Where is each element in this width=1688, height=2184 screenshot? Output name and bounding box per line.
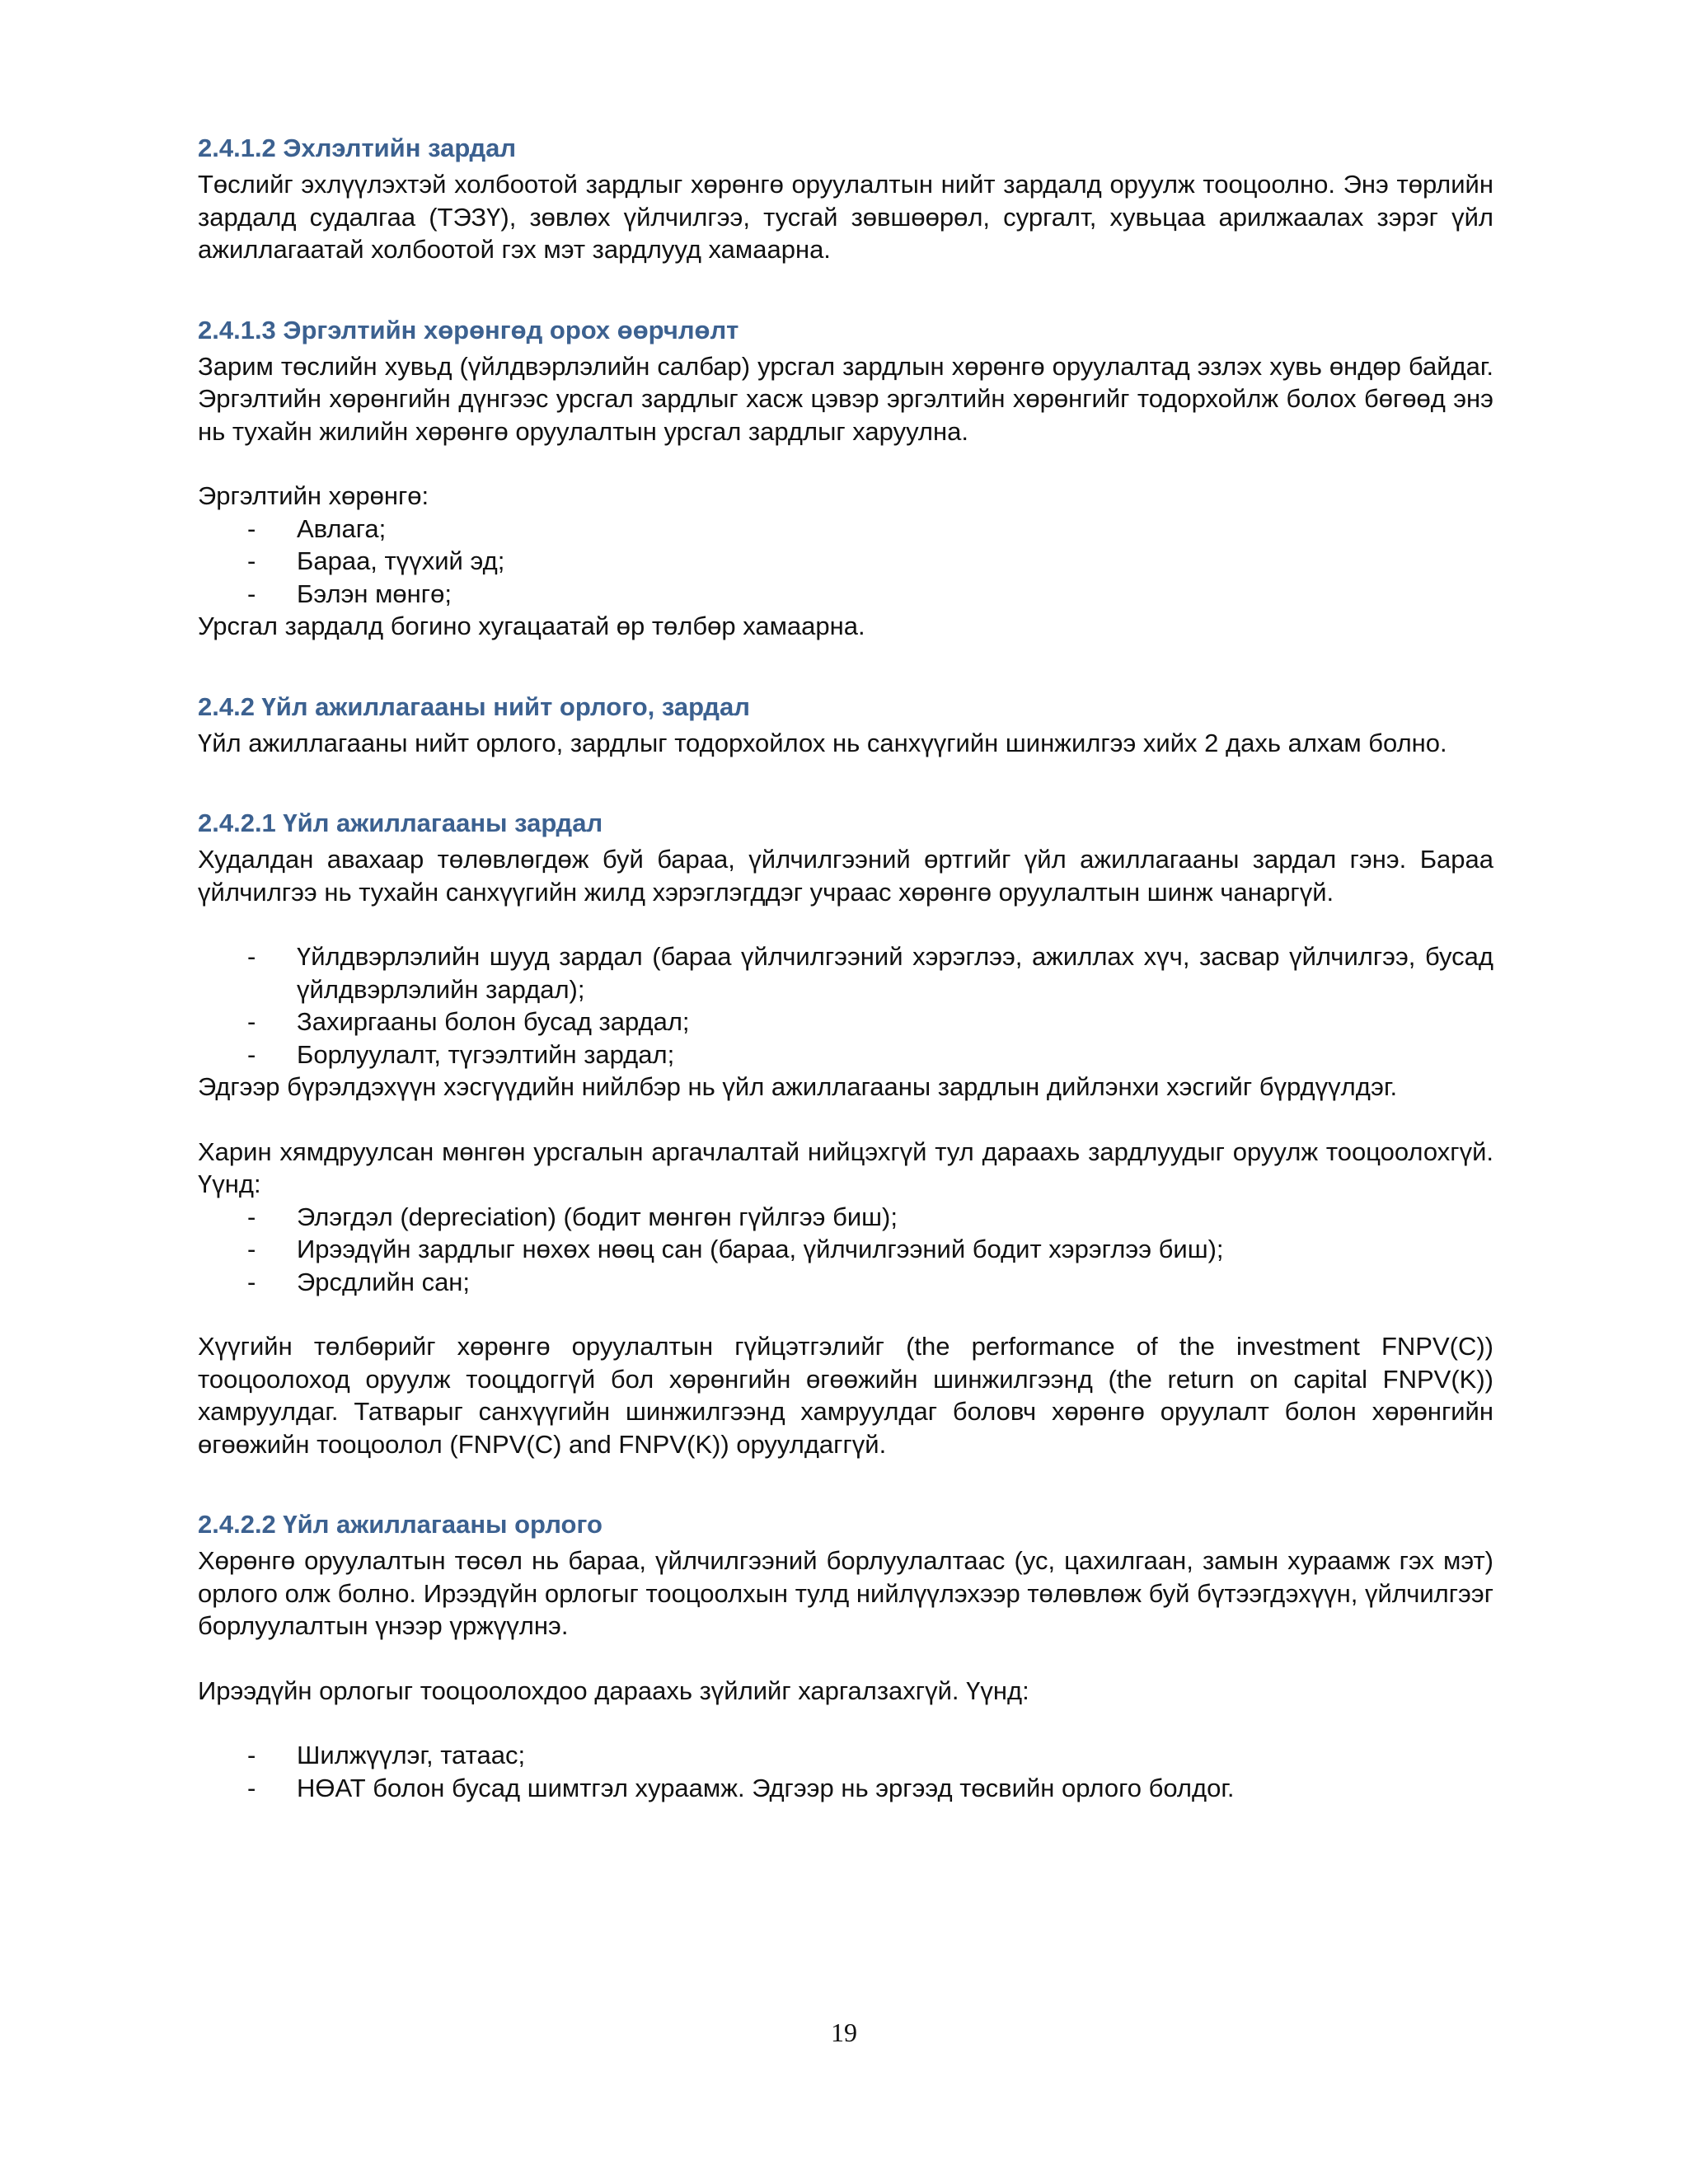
list-item [198, 578, 1493, 611]
page-number: 19 [831, 2018, 857, 2047]
section-heading: 2.4.1.3 Эргэлтийн хөрөнгөд орох өөрчлөлт [198, 315, 739, 344]
list-item [198, 1266, 1493, 1299]
list-item-text: Ирээдүйн зардлыг нөхөх нөөц сан (бараа, үйлчилгээний бодит хэрэглээ биш); [297, 1235, 1224, 1263]
page-content [198, 132, 1493, 1852]
section-operating-revenue [198, 1508, 1493, 1804]
list-item [198, 513, 1493, 546]
bullet-marker: - [247, 942, 256, 971]
bullet-marker: - [247, 1007, 256, 1036]
spacer [198, 448, 1493, 480]
list-item-text: Эрсдлийн сан; [297, 1267, 471, 1296]
list-item-text: НӨАТ болон бусад шимтгэл хураамж. Эдгээр нь эргээд төсвийн орлого болдог. [297, 1773, 1235, 1802]
section-working-capital [198, 314, 1493, 643]
bullet-marker: - [247, 1235, 256, 1263]
bullet-marker: - [247, 579, 256, 608]
paragraph: Худалдан авахаар төлөвлөгдөж буй бараа, үйлчилгээний өртгийг үйл ажиллагааны зардал гэнэ. Бараа үйлчилгээ нь тухайн санхүүгийн жилд хэрэглэгддэг учраас хөрөнгө оруулалтын шинж чанаргүй. [198, 845, 1493, 907]
section-heading: 2.4.2.2 Үйл ажиллагааны орлого [198, 1510, 603, 1539]
bullet-marker: - [247, 1773, 256, 1802]
list-item [198, 1772, 1493, 1805]
section-operating-costs [198, 807, 1493, 1460]
paragraph: Эдгээр бүрэлдэхүүн хэсгүүдийн нийлбэр нь үйл ажиллагааны зардлын дийлэнхи хэсгийг бүрдүүлдэг. [198, 1072, 1398, 1101]
bullet-marker: - [247, 1267, 256, 1296]
paragraph: Эргэлтийн хөрөнгө: [198, 481, 429, 510]
list-item [198, 545, 1493, 578]
bullet-list [198, 1739, 1493, 1804]
list-item-text: Авлага; [297, 513, 387, 543]
list-item-text: Шилжүүлэг, татаас; [297, 1741, 526, 1769]
paragraph: Төслийг эхлүүлэхтэй холбоотой зардлыг хөрөнгө оруулалтын нийт зардалд оруулж тооцоолно. Энэ төрлийн зардалд судалгаа (ТЭЗҮ), зөвлөх үйлчилгээ, тусгай зөвшөөрөл, сургалт, хувьцаа арилжаалах зэрэг үйл ажиллагаатай холбоотой гэх мэт зардлууд хамаарна. [198, 170, 1493, 264]
list-item-text: Үйлдвэрлэлийн шууд зардал (бараа үйлчилгээний хэрэглээ, ажиллах хүч, засвар үйлчилгээ, бусад үйлдвэрлэлийн зардал); [297, 942, 1493, 1004]
spacer [198, 1643, 1493, 1675]
paragraph: Хөрөнгө оруулалтын төсөл нь бараа, үйлчилгээний борлуулалтаас (ус, цахилгаан, замын хураамж гэх мэт) орлого олж болно. Ирээдүйн орлогыг тооцоолхын тулд нийлүүлэхээр төлөвлөж буй бүтээгдэхүүн, үйлчилгээг борлуулалтын үнээр үржүүлнэ. [198, 1546, 1493, 1640]
spacer [198, 1104, 1493, 1136]
paragraph: Харин хямдруулсан мөнгөн урсгалын аргачлалтай нийцэхгүй тул дараахь зардлуудыг оруулж тооцоолохгүй. Үүнд: [198, 1137, 1493, 1198]
section-heading: 2.4.2.1 Үйл ажиллагааны зардал [198, 808, 603, 837]
list-item-text: Бараа, түүхий эд; [297, 546, 505, 575]
spacer [198, 1298, 1493, 1330]
bullet-marker: - [247, 1202, 256, 1231]
spacer [198, 908, 1493, 940]
paragraph: Хүүгийн төлбөрийг хөрөнгө оруулалтын гүйцэтгэлийг (the performance of the investment FNPV(C)) тооцоолоход оруулж тооцдоггүй бол хөрөнгийн өгөөжийн шинжилгээнд (the return on capital FNPV(K)) хамруулдаг. Татварыг санхүүгийн шинжилгээнд хамруулдаг боловч хөрөнгө оруулалт болон хөрөнгийн өгөөжийн тооцоолол (FNPV(C) and FNPV(K)) оруулдаггүй. [198, 1332, 1493, 1459]
list-item [198, 1233, 1493, 1266]
paragraph: Ирээдүйн орлогыг тооцоолохдоо дараахь зүйлийг харгалзахгүй. Үүнд: [198, 1675, 1029, 1705]
bullet-marker: - [247, 513, 256, 543]
list-item-text: Захиргааны болон бусад зардал; [297, 1007, 690, 1036]
section-operating-revenue-costs [198, 691, 1493, 760]
bullet-marker: - [247, 1039, 256, 1069]
bullet-marker: - [247, 546, 256, 575]
list-item [198, 1038, 1493, 1071]
paragraph: Урсгал зардалд богино хугацаатай өр төлбөр хамаарна. [198, 612, 865, 640]
list-item [198, 940, 1493, 1005]
bullet-list [198, 940, 1493, 1071]
spacer [198, 1707, 1493, 1739]
section-startup-costs [198, 132, 1493, 266]
list-item [198, 1201, 1493, 1234]
list-item-text: Бэлэн мөнгө; [297, 579, 452, 608]
list-item-text: Борлуулалт, түгээлтийн зардал; [297, 1039, 675, 1069]
bullet-list [198, 1201, 1493, 1299]
bullet-list [198, 513, 1493, 611]
section-heading: 2.4.2 Үйл ажиллагааны нийт орлого, зардал [198, 691, 750, 721]
paragraph: Үйл ажиллагааны нийт орлого, зардлыг тодорхойлох нь санхүүгийн шинжилгээ хийх 2 дахь алхам болно. [198, 728, 1447, 757]
list-item [198, 1739, 1493, 1772]
section-heading: 2.4.1.2 Эхлэлтийн зардал [198, 134, 517, 162]
list-item [198, 1005, 1493, 1038]
paragraph: Зарим төслийн хувьд (үйлдвэрлэлийн салбар) урсгал зардлын хөрөнгө оруулалтад эзлэх хувь өндөр байдаг. Эргэлтийн хөрөнгийн дүнгээс урсгал зардлыг хасж цэвэр эргэлтийн хөрөнгийг тодорхойлж болох бөгөөд энэ нь тухайн жилийн хөрөнгө оруулалтын урсгал зардлыг харуулна. [198, 351, 1493, 446]
bullet-marker: - [247, 1741, 256, 1769]
list-item-text: Элэгдэл (depreciation) (бодит мөнгөн гүйлгээ биш); [297, 1202, 898, 1231]
